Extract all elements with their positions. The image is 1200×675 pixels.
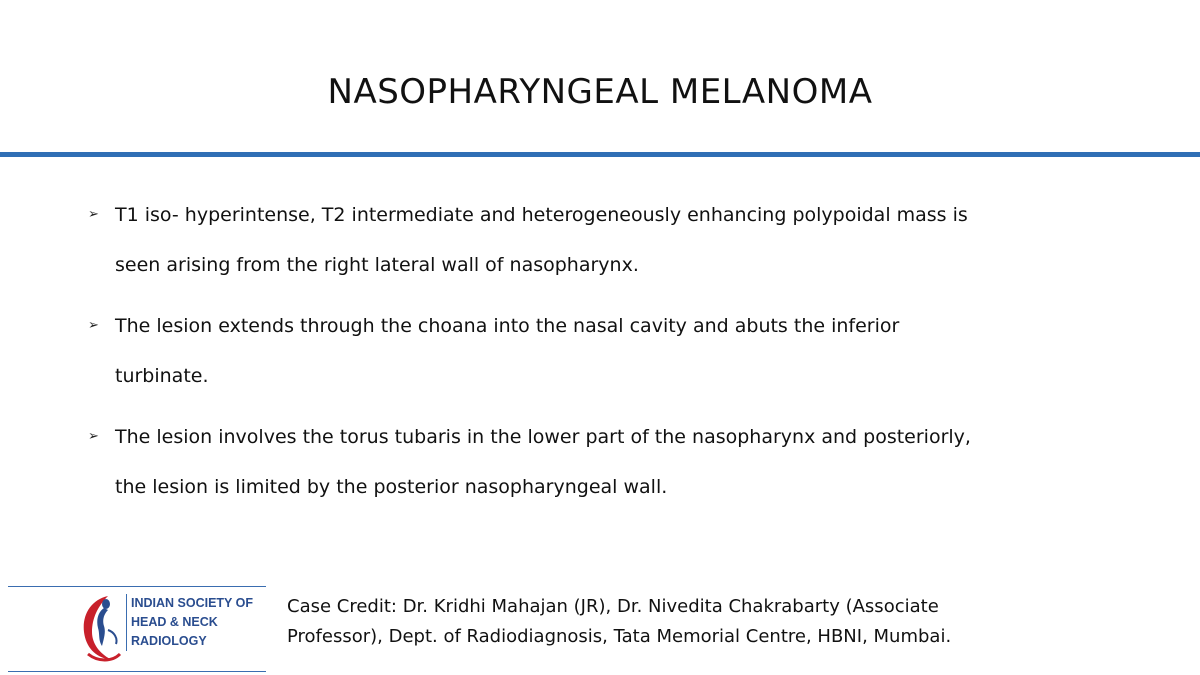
bullet-text-line: The lesion extends through the choana into the nasal cavity and abuts the inferior: [115, 315, 900, 337]
arrowhead-icon: ➢: [88, 429, 99, 444]
title-divider: [0, 152, 1200, 157]
bullet-text-line: turbinate.: [115, 365, 209, 387]
bullet-text-line: The lesion involves the torus tubaris in the lower part of the nasopharynx and posteriorly,: [115, 426, 971, 448]
bullet-item: [88, 190, 1098, 290]
logo-text-line: HEAD & NECK: [131, 615, 218, 629]
arrowhead-icon: ➢: [88, 318, 99, 333]
bullet-text-line: the lesion is limited by the posterior nasopharyngeal wall.: [115, 476, 668, 498]
logo-text-line: INDIAN SOCIETY OF: [131, 596, 254, 610]
case-credit-line: Case Credit: Dr. Kridhi Mahajan (JR), Dr. Nivedita Chakrabarty (Associate: [287, 596, 939, 617]
bullet-item: [88, 301, 1098, 401]
case-credit: [287, 592, 1167, 652]
arrowhead-icon: ➢: [88, 207, 99, 222]
logo-top-rule: [8, 586, 266, 587]
head-neck-logo-icon: [78, 590, 124, 664]
logo-text-line: RADIOLOGY: [131, 634, 207, 648]
bullet-item: [88, 412, 1098, 512]
logo-wordmark: [126, 594, 281, 651]
society-logo: [8, 586, 268, 672]
slide-title: NASOPHARYNGEAL MELANOMA: [327, 72, 873, 112]
case-credit-line: Professor), Dept. of Radiodiagnosis, Tata Memorial Centre, HBNI, Mumbai.: [287, 626, 952, 647]
logo-bottom-rule: [8, 671, 266, 672]
bullet-text-line: T1 iso- hyperintense, T2 intermediate and heterogeneously enhancing polypoidal mass is: [115, 204, 968, 226]
bullet-text-line: seen arising from the right lateral wall of nasopharynx.: [115, 254, 639, 276]
bullet-list: [88, 190, 1098, 523]
